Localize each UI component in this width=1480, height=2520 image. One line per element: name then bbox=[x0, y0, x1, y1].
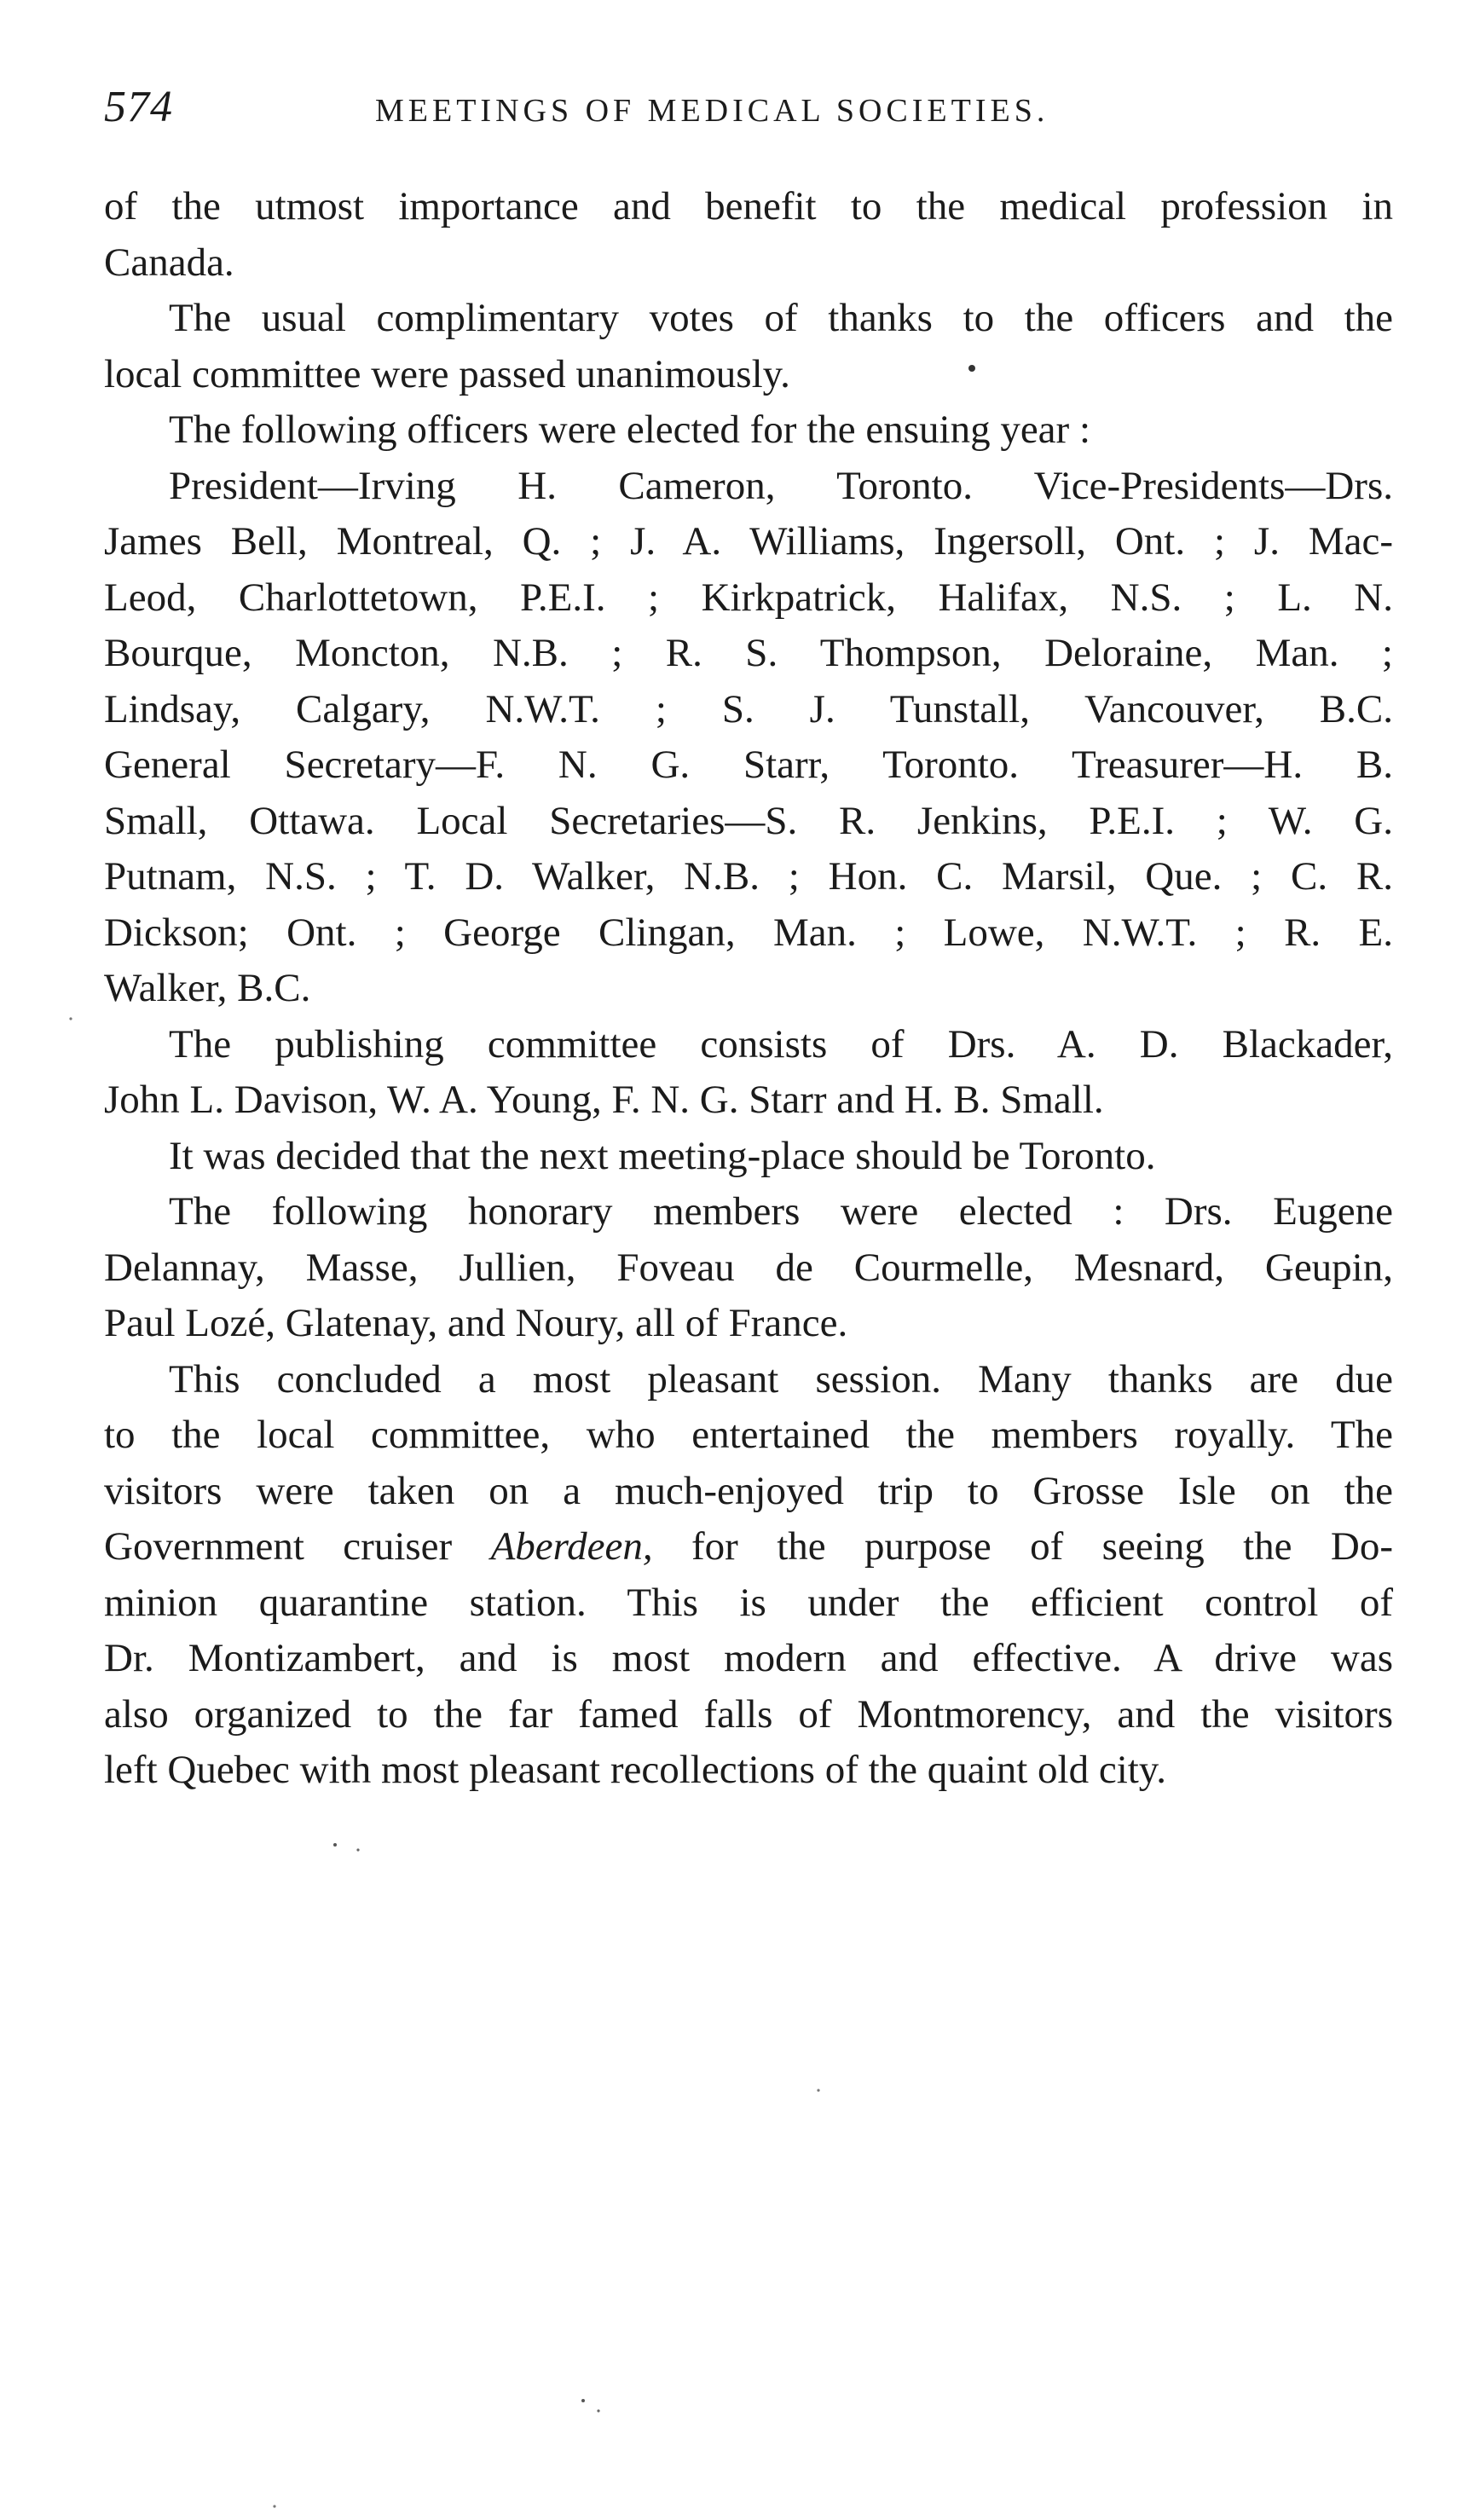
text-line: minion quarantine station. This is under the efficient control of bbox=[104, 1580, 1393, 1625]
text-line bbox=[104, 1519, 1393, 1575]
speck bbox=[597, 2409, 599, 2412]
text-line: General Secretary—F. N. G. Starr, Toronto. Treasurer—H. B. bbox=[104, 743, 1393, 787]
text-line: James Bell, Montreal, Q. ; J. A. Williams, Ingersoll, Ont. ; J. Mac- bbox=[104, 519, 1393, 564]
text-line: Canada. bbox=[104, 240, 234, 285]
speck bbox=[273, 2505, 275, 2507]
text-segment: Government cruiser bbox=[104, 1524, 453, 1569]
running-title: MEETINGS OF MEDICAL SOCIETIES. bbox=[375, 93, 1049, 129]
text-line: left Quebec with most pleasant recollections of the quaint old city. bbox=[104, 1748, 1167, 1792]
text-line: Bourque, Moncton, N.B. ; R. S. Thompson, Deloraine, Man. ; bbox=[104, 631, 1393, 675]
speck bbox=[69, 1017, 72, 1020]
text-line: This concluded a most pleasant session. Many thanks are due bbox=[169, 1356, 1393, 1402]
text-line: Delannay, Masse, Jullien, Foveau de Courmelle, Mesnard, Geupin, bbox=[104, 1245, 1393, 1290]
page-number: 574 bbox=[104, 83, 173, 131]
text-line: to the local committee, who entertained the members royally. The bbox=[104, 1413, 1393, 1457]
text-line: The usual complimentary votes of thanks to the officers and the bbox=[169, 296, 1393, 340]
text-line: of the utmost importance and benefit to the medical profession in bbox=[104, 184, 1393, 228]
running-head bbox=[104, 82, 1400, 142]
text-line: It was decided that the next meeting-place should be Toronto. bbox=[169, 1133, 1156, 1178]
text-line: Lindsay, Calgary, N.W.T. ; S. J. Tunstall, Vancouver, B.C. bbox=[104, 686, 1393, 731]
text-line: The following honorary members were elected : Drs. Eugene bbox=[169, 1189, 1393, 1234]
article-body bbox=[104, 179, 1393, 1799]
text-line: President—Irving H. Cameron, Toronto. Vice-Presidents—Drs. bbox=[169, 463, 1393, 508]
text-line: Dr. Montizambert, and is most modern and effective. A drive was bbox=[104, 1636, 1393, 1680]
speck bbox=[356, 1848, 359, 1851]
text-line: Small, Ottawa. Local Secretaries—S. R. Jenkins, P.E.I. ; W. G. bbox=[104, 798, 1393, 843]
text-line: John L. Davison, W. A. Young, F. N. G. Starr and H. B. Small. bbox=[104, 1078, 1104, 1122]
text-segment: for the purpose of seeing the Do- bbox=[691, 1524, 1394, 1569]
text-line: Putnam, N.S. ; T. D. Walker, N.B. ; Hon. C. Marsil, Que. ; C. R. bbox=[104, 854, 1393, 899]
text-line: The publishing committee consists of Drs. A. D. Blackader, bbox=[169, 1021, 1393, 1066]
ship-name: Aberdeen, bbox=[490, 1524, 653, 1569]
text-line: Paul Lozé, Glatenay, and Noury, all of France. bbox=[104, 1301, 848, 1345]
text-line: also organized to the far famed falls of Montmorency, and the visitors bbox=[104, 1691, 1393, 1737]
text-line: local committee were passed unanimously. bbox=[104, 351, 790, 396]
speck bbox=[581, 2399, 585, 2402]
text-line: The following officers were elected for the ensuing year : bbox=[169, 407, 1090, 452]
text-line: Dickson; Ont. ; George Clingan, Man. ; Lowe, N.W.T. ; R. E. bbox=[104, 910, 1393, 955]
speck bbox=[817, 2089, 819, 2091]
speck bbox=[333, 1843, 337, 1847]
text-line: Walker, B.C. bbox=[104, 966, 311, 1010]
text-line: visitors were taken on a much-enjoyed trip to Grosse Isle on the bbox=[104, 1468, 1393, 1513]
text-line: Leod, Charlottetown, P.E.I. ; Kirkpatrick, Halifax, N.S. ; L. N. bbox=[104, 575, 1393, 620]
